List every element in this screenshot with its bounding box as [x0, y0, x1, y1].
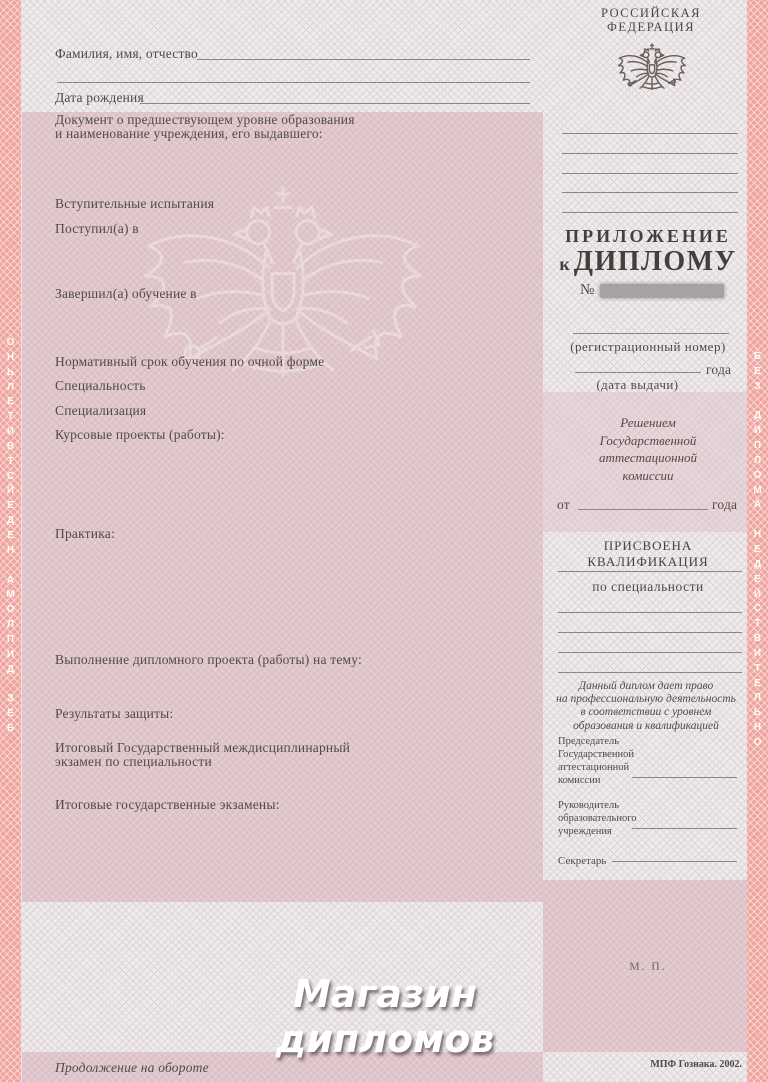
blank-line: [562, 153, 738, 154]
country-line2: ФЕДЕРАЦИЯ: [607, 20, 695, 34]
country-line1: РОССИЙСКАЯ: [600, 6, 702, 20]
shop-watermark-line1: Магазин: [293, 972, 477, 1016]
issue-year-suffix: года: [706, 362, 732, 377]
right-band-text: Б Е З Д И П Л О М А Н Е Д Е Й С Т В И Т Е Л Ь Н О: [753, 351, 762, 748]
blank-line: [558, 652, 742, 653]
completed-label: Завершил(а) обучение в: [55, 286, 197, 301]
prev-education-label-line1: Документ о предшествующем уровне образования: [55, 112, 355, 127]
blank-line: [197, 59, 530, 60]
country-name: [556, 6, 746, 34]
blank-line: [562, 212, 738, 213]
signature-line: [612, 861, 737, 862]
commission-decision-note: Решением Государственной аттестационной комиссии: [598, 415, 698, 483]
specialty-caption: по специальности: [592, 579, 704, 594]
specialty-label: Специальность: [55, 378, 146, 393]
from-label: от: [557, 497, 570, 512]
registration-caption: (регистрационный номер): [570, 339, 726, 354]
title-prefix: к: [559, 254, 570, 274]
seal-placeholder: М. П.: [629, 961, 667, 973]
blank-line: [562, 192, 738, 193]
blank-line: [573, 333, 729, 334]
final-exam-label-line1: Итоговый Государственный междисциплинарный: [55, 740, 351, 755]
head-signature-label: Руководитель образовательного учреждения: [558, 800, 637, 837]
qualification-title: ПРИСВОЕНА КВАЛИФИКАЦИЯ: [587, 538, 709, 569]
left-band-text: О Н Ь Л Е Т И В Т С Й Е Д Е Н А М О Л П И Д З Е Б: [6, 337, 15, 734]
signature-line: [632, 828, 737, 829]
entrance-exams-label: Вступительные испытания: [55, 196, 215, 211]
final-exam-label-line2: экзамен по специальности: [55, 754, 212, 769]
issue-date-caption: (дата выдачи): [596, 377, 679, 392]
shop-watermark-line2: дипломов: [275, 1017, 495, 1061]
blank-line: [562, 133, 738, 134]
blank-line: [558, 672, 742, 673]
blank-line: [558, 571, 742, 572]
blank-line: [140, 103, 530, 104]
blank-line: [562, 173, 738, 174]
enrolled-label: Поступил(а) в: [55, 221, 139, 236]
printer-mark: МПФ Гознака. 2002.: [650, 1059, 742, 1070]
continuation-note: Продолжение на обороте: [55, 1060, 209, 1075]
birth-date-label: Дата рождения: [55, 90, 144, 105]
supplement-title-line1: ПРИЛОЖЕНИЕ: [565, 226, 731, 246]
blank-line: [558, 612, 742, 613]
secretary-label: Секретарь: [558, 855, 607, 867]
blank-line: [57, 82, 530, 83]
duration-label: Нормативный срок обучения по очной форме: [55, 354, 325, 369]
blank-line: [558, 632, 742, 633]
practice-label: Практика:: [55, 526, 115, 541]
diploma-rights-note: Данный диплом дает право на профессиональную деятельность в соответствии с уровнем образования и квалификацией: [556, 680, 736, 732]
thesis-label: Выполнение дипломного проекта (работы) на тему:: [55, 652, 362, 667]
chairman-signature-label: Председатель Государственной аттестационной комиссии: [558, 736, 634, 786]
blank-line: [575, 372, 701, 373]
prev-education-label-line2: и наименование учреждения, его выдавшего:: [55, 126, 323, 141]
eagle-watermark-icon: [118, 180, 448, 460]
russia-coat-of-arms-icon: [612, 42, 692, 114]
defense-results-label: Результаты защиты:: [55, 706, 174, 721]
from-year-suffix: года: [712, 497, 738, 512]
diploma-number-redacted: [600, 284, 724, 298]
specialization-label: Специализация: [55, 403, 147, 418]
number-sign: №: [580, 282, 595, 298]
coursework-label: Курсовые проекты (работы):: [55, 427, 225, 442]
title-word: ДИПЛОМУ: [573, 246, 737, 277]
full-name-label: Фамилия, имя, отчество: [55, 46, 198, 61]
signature-line: [632, 777, 737, 778]
state-exams-label: Итоговые государственные экзамены:: [55, 797, 280, 812]
blank-line: [578, 509, 708, 510]
supplement-title-line2: [548, 246, 748, 278]
